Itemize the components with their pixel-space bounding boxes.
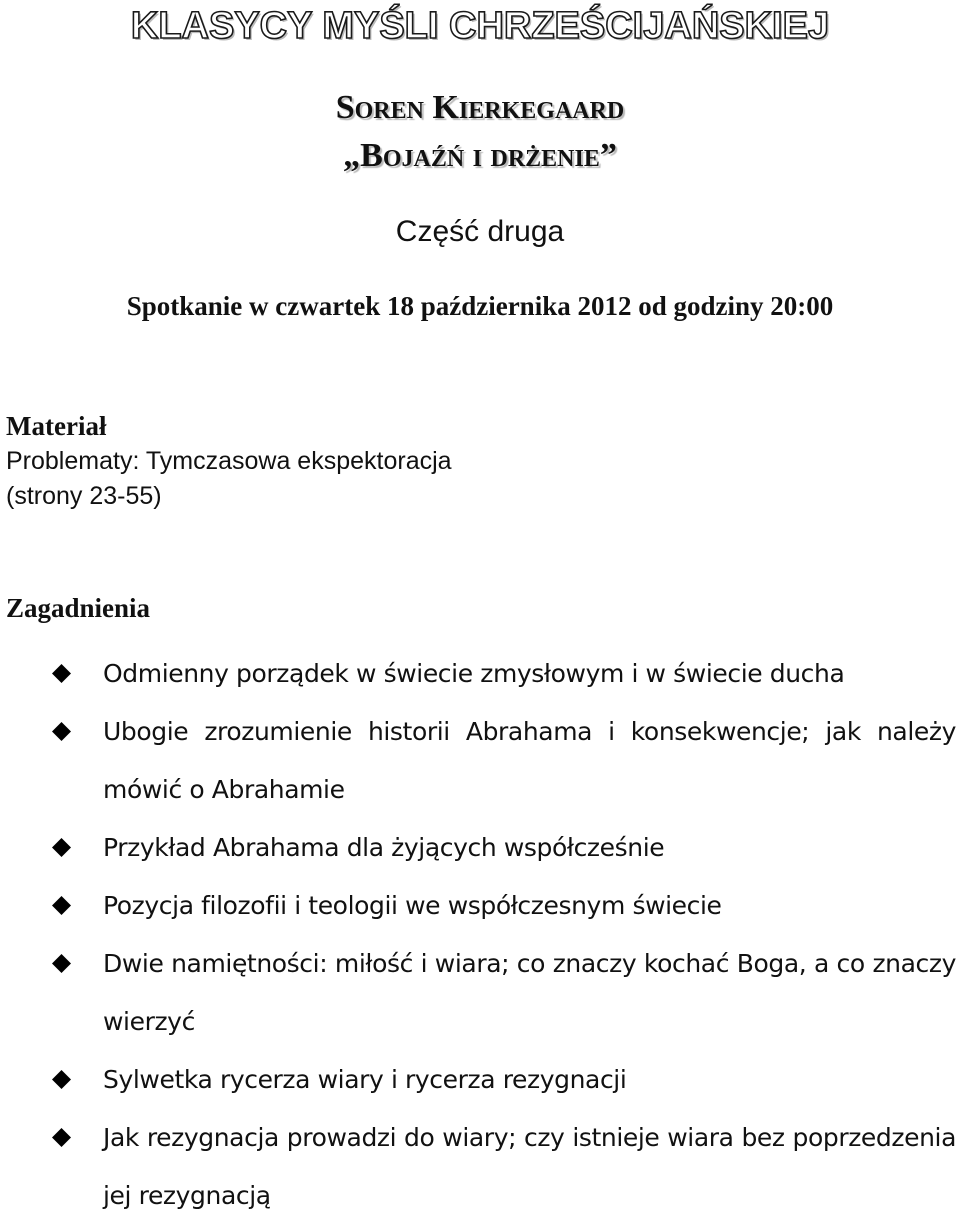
diamond-bullet-icon xyxy=(52,722,71,741)
topic-text: Dwie namiętności: miłość i wiara; co znaczy kochać Boga, a co znaczy wierzyć xyxy=(103,949,956,1036)
author-name: Soren Kierkegaard xyxy=(335,89,625,126)
material-line-1: Problematy: Tymczasowa ekspektoracja xyxy=(6,447,452,475)
topic-text: Jak rezygnacja prowadzi do wiary; czy istnieje wiara bez poprzedzenia jej rezygnacją xyxy=(103,1123,956,1210)
topics-heading: Zagadnienia xyxy=(6,593,151,623)
diamond-bullet-icon xyxy=(52,838,71,857)
topic-text: Pozycja filozofii i teologii we współczesnym świecie xyxy=(103,891,722,920)
topic-item xyxy=(0,935,960,1051)
diamond-bullet-icon xyxy=(52,664,71,683)
topic-text: Odmienny porządek w świecie zmysłowym i w świecie ducha xyxy=(103,659,845,688)
diamond-bullet-icon xyxy=(52,1070,71,1089)
material-heading: Materiał xyxy=(6,411,107,441)
material-line-2: (strony 23-55) xyxy=(6,482,162,510)
topic-item xyxy=(0,645,960,703)
topic-item xyxy=(0,819,960,877)
diamond-bullet-icon xyxy=(52,954,71,973)
meeting-info: Spotkanie w czwartek 18 października 2012 od godziny 20:00 xyxy=(126,291,834,321)
diamond-bullet-icon xyxy=(52,1128,71,1147)
topic-text: Ubogie zrozumienie historii Abrahama i konsekwencje; jak należy mówić o Abrahamie xyxy=(103,717,956,804)
part-title: Część druga xyxy=(395,215,565,248)
topic-text: Sylwetka rycerza wiary i rycerza rezygnacji xyxy=(103,1065,627,1094)
series-title: KLASYCY MYŚLI CHRZEŚCIJAŃSKIEJ xyxy=(130,5,830,47)
topic-item xyxy=(0,703,960,819)
work-title: „Bojaźń i drżenie” xyxy=(343,137,617,174)
topic-item xyxy=(0,1051,960,1109)
topic-item xyxy=(0,1109,960,1225)
diamond-bullet-icon xyxy=(52,896,71,915)
topic-text: Przykład Abrahama dla żyjących współcześnie xyxy=(103,833,665,862)
topics-list xyxy=(0,645,960,1225)
topic-item xyxy=(0,877,960,935)
